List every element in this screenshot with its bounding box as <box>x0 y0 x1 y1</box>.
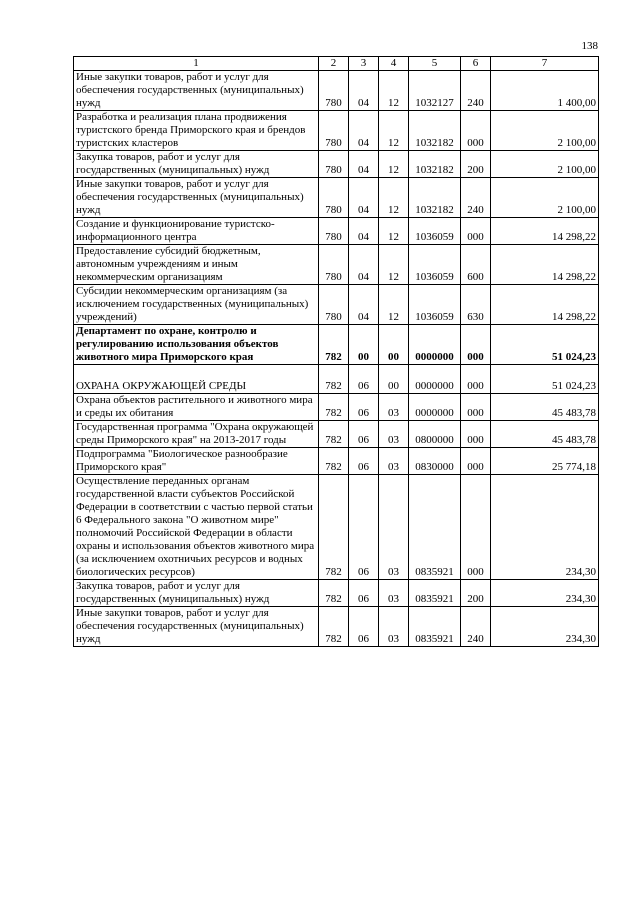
header-col-ved: 2 <box>319 57 349 71</box>
row-section-code: 04 <box>349 245 379 285</box>
row-name: Субсидии некоммерческим организациям (за исключением государственных (муниципальных) учреждений) <box>74 285 319 325</box>
row-target-code: 0835921 <box>409 475 461 580</box>
header-col-pr: 4 <box>379 57 409 71</box>
row-section-code: 06 <box>349 421 379 448</box>
row-subsection-code: 00 <box>379 325 409 365</box>
row-name: Государственная программа "Охрана окружающей среды Приморского края" на 2013-2017 годы <box>74 421 319 448</box>
header-col-name: 1 <box>74 57 319 71</box>
row-ved-code: 780 <box>319 71 349 111</box>
row-ved-code: 782 <box>319 475 349 580</box>
table-row <box>74 580 599 607</box>
row-target-code: 0830000 <box>409 448 461 475</box>
row-section-code: 04 <box>349 71 379 111</box>
row-subsection-code: 12 <box>379 245 409 285</box>
row-target-code: 1032182 <box>409 151 461 178</box>
row-section-code: 04 <box>349 111 379 151</box>
row-name: Иные закупки товаров, работ и услуг для обеспечения государственных (муниципальных) нужд <box>74 607 319 647</box>
row-target-code: 1036059 <box>409 245 461 285</box>
row-expense-type-code: 240 <box>461 71 491 111</box>
row-amount: 234,30 <box>491 475 599 580</box>
budget-table <box>73 56 599 647</box>
row-section-code: 06 <box>349 394 379 421</box>
row-amount: 2 100,00 <box>491 151 599 178</box>
row-subsection-code: 12 <box>379 71 409 111</box>
row-subsection-code: 12 <box>379 111 409 151</box>
row-name: Предоставление субсидий бюджетным, автономным учреждениям и иным некоммерческим организациям <box>74 245 319 285</box>
row-expense-type-code: 000 <box>461 111 491 151</box>
header-row <box>74 57 599 71</box>
row-ved-code: 780 <box>319 151 349 178</box>
row-target-code: 0835921 <box>409 607 461 647</box>
row-amount: 14 298,22 <box>491 285 599 325</box>
row-target-code: 0835921 <box>409 580 461 607</box>
row-name: Охрана объектов растительного и животного мира и среды их обитания <box>74 394 319 421</box>
row-expense-type-code: 000 <box>461 448 491 475</box>
row-subsection-code: 03 <box>379 448 409 475</box>
row-subsection-code: 12 <box>379 218 409 245</box>
row-amount: 14 298,22 <box>491 245 599 285</box>
row-ved-code: 780 <box>319 178 349 218</box>
table-row <box>74 394 599 421</box>
row-ved-code: 780 <box>319 111 349 151</box>
row-expense-type-code: 000 <box>461 218 491 245</box>
row-ved-code: 782 <box>319 421 349 448</box>
row-name: Иные закупки товаров, работ и услуг для обеспечения государственных (муниципальных) нужд <box>74 178 319 218</box>
row-target-code: 0800000 <box>409 421 461 448</box>
row-name: Департамент по охране, контролю и регулированию использования объектов животного мира Приморского края <box>74 325 319 365</box>
row-expense-type-code: 000 <box>461 475 491 580</box>
row-target-code: 1036059 <box>409 285 461 325</box>
row-name: Подпрограмма "Биологическое разнообразие Приморского края" <box>74 448 319 475</box>
row-expense-type-code: 000 <box>461 394 491 421</box>
row-target-code: 1032182 <box>409 178 461 218</box>
row-subsection-code: 12 <box>379 285 409 325</box>
row-subsection-code: 03 <box>379 475 409 580</box>
row-expense-type-code: 240 <box>461 178 491 218</box>
row-amount: 14 298,22 <box>491 218 599 245</box>
row-amount: 51 024,23 <box>491 365 599 394</box>
row-amount: 1 400,00 <box>491 71 599 111</box>
row-target-code: 1032182 <box>409 111 461 151</box>
row-name: Закупка товаров, работ и услуг для государственных (муниципальных) нужд <box>74 580 319 607</box>
row-section-code: 06 <box>349 448 379 475</box>
row-subsection-code: 03 <box>379 421 409 448</box>
table-row <box>74 218 599 245</box>
table-body <box>74 71 599 647</box>
row-section-code: 04 <box>349 178 379 218</box>
row-target-code: 0000000 <box>409 394 461 421</box>
row-target-code: 0000000 <box>409 325 461 365</box>
row-amount: 2 100,00 <box>491 178 599 218</box>
row-section-code: 06 <box>349 580 379 607</box>
row-expense-type-code: 000 <box>461 421 491 448</box>
row-section-code: 06 <box>349 607 379 647</box>
row-ved-code: 780 <box>319 245 349 285</box>
page-number: 138 <box>581 40 598 52</box>
row-section-code: 04 <box>349 218 379 245</box>
header-col-sum: 7 <box>491 57 599 71</box>
row-ved-code: 782 <box>319 365 349 394</box>
row-expense-type-code: 630 <box>461 285 491 325</box>
row-section-code: 00 <box>349 325 379 365</box>
row-subsection-code: 00 <box>379 365 409 394</box>
row-expense-type-code: 200 <box>461 151 491 178</box>
row-ved-code: 782 <box>319 580 349 607</box>
row-ved-code: 782 <box>319 607 349 647</box>
row-amount: 234,30 <box>491 580 599 607</box>
row-ved-code: 782 <box>319 394 349 421</box>
header-col-vr: 6 <box>461 57 491 71</box>
table-row <box>74 178 599 218</box>
row-name: Закупка товаров, работ и услуг для государственных (муниципальных) нужд <box>74 151 319 178</box>
row-amount: 45 483,78 <box>491 421 599 448</box>
row-ved-code: 780 <box>319 285 349 325</box>
row-amount: 45 483,78 <box>491 394 599 421</box>
row-section-code: 06 <box>349 365 379 394</box>
row-amount: 234,30 <box>491 607 599 647</box>
row-name: Осуществление переданных органам государственной власти субъектов Российской Федерации в соответствии с частью первой статьи 6 Федерального закона "О животном мире" полномочий Российской Федерации в области охраны и использования объектов животного мира (за исключением охотничьих ресурсов и водных биологических ресурсов) <box>74 475 319 580</box>
row-expense-type-code: 200 <box>461 580 491 607</box>
table-row <box>74 151 599 178</box>
row-section-code: 04 <box>349 285 379 325</box>
header-col-rz: 3 <box>349 57 379 71</box>
row-subsection-code: 12 <box>379 178 409 218</box>
table-row <box>74 71 599 111</box>
row-target-code: 1036059 <box>409 218 461 245</box>
table-row <box>74 111 599 151</box>
table-row <box>74 607 599 647</box>
table-row <box>74 285 599 325</box>
header-col-csr: 5 <box>409 57 461 71</box>
row-target-code: 0000000 <box>409 365 461 394</box>
row-name: Разработка и реализация плана продвижения туристского бренда Приморского края и брендов туристских кластеров <box>74 111 319 151</box>
row-subsection-code: 12 <box>379 151 409 178</box>
table-row <box>74 245 599 285</box>
row-expense-type-code: 000 <box>461 365 491 394</box>
table-row <box>74 325 599 365</box>
row-ved-code: 782 <box>319 448 349 475</box>
table-row <box>74 448 599 475</box>
table-row <box>74 475 599 580</box>
row-expense-type-code: 240 <box>461 607 491 647</box>
row-expense-type-code: 600 <box>461 245 491 285</box>
row-ved-code: 782 <box>319 325 349 365</box>
row-subsection-code: 03 <box>379 607 409 647</box>
row-amount: 51 024,23 <box>491 325 599 365</box>
row-amount: 25 774,18 <box>491 448 599 475</box>
row-name: ОХРАНА ОКРУЖАЮЩЕЙ СРЕДЫ <box>74 365 319 394</box>
row-target-code: 1032127 <box>409 71 461 111</box>
row-subsection-code: 03 <box>379 394 409 421</box>
row-section-code: 04 <box>349 151 379 178</box>
row-section-code: 06 <box>349 475 379 580</box>
table-row <box>74 365 599 394</box>
row-name: Создание и функционирование туристско-информационного центра <box>74 218 319 245</box>
row-ved-code: 780 <box>319 218 349 245</box>
row-amount: 2 100,00 <box>491 111 599 151</box>
table-row <box>74 421 599 448</box>
row-subsection-code: 03 <box>379 580 409 607</box>
row-expense-type-code: 000 <box>461 325 491 365</box>
row-name: Иные закупки товаров, работ и услуг для обеспечения государственных (муниципальных) нужд <box>74 71 319 111</box>
